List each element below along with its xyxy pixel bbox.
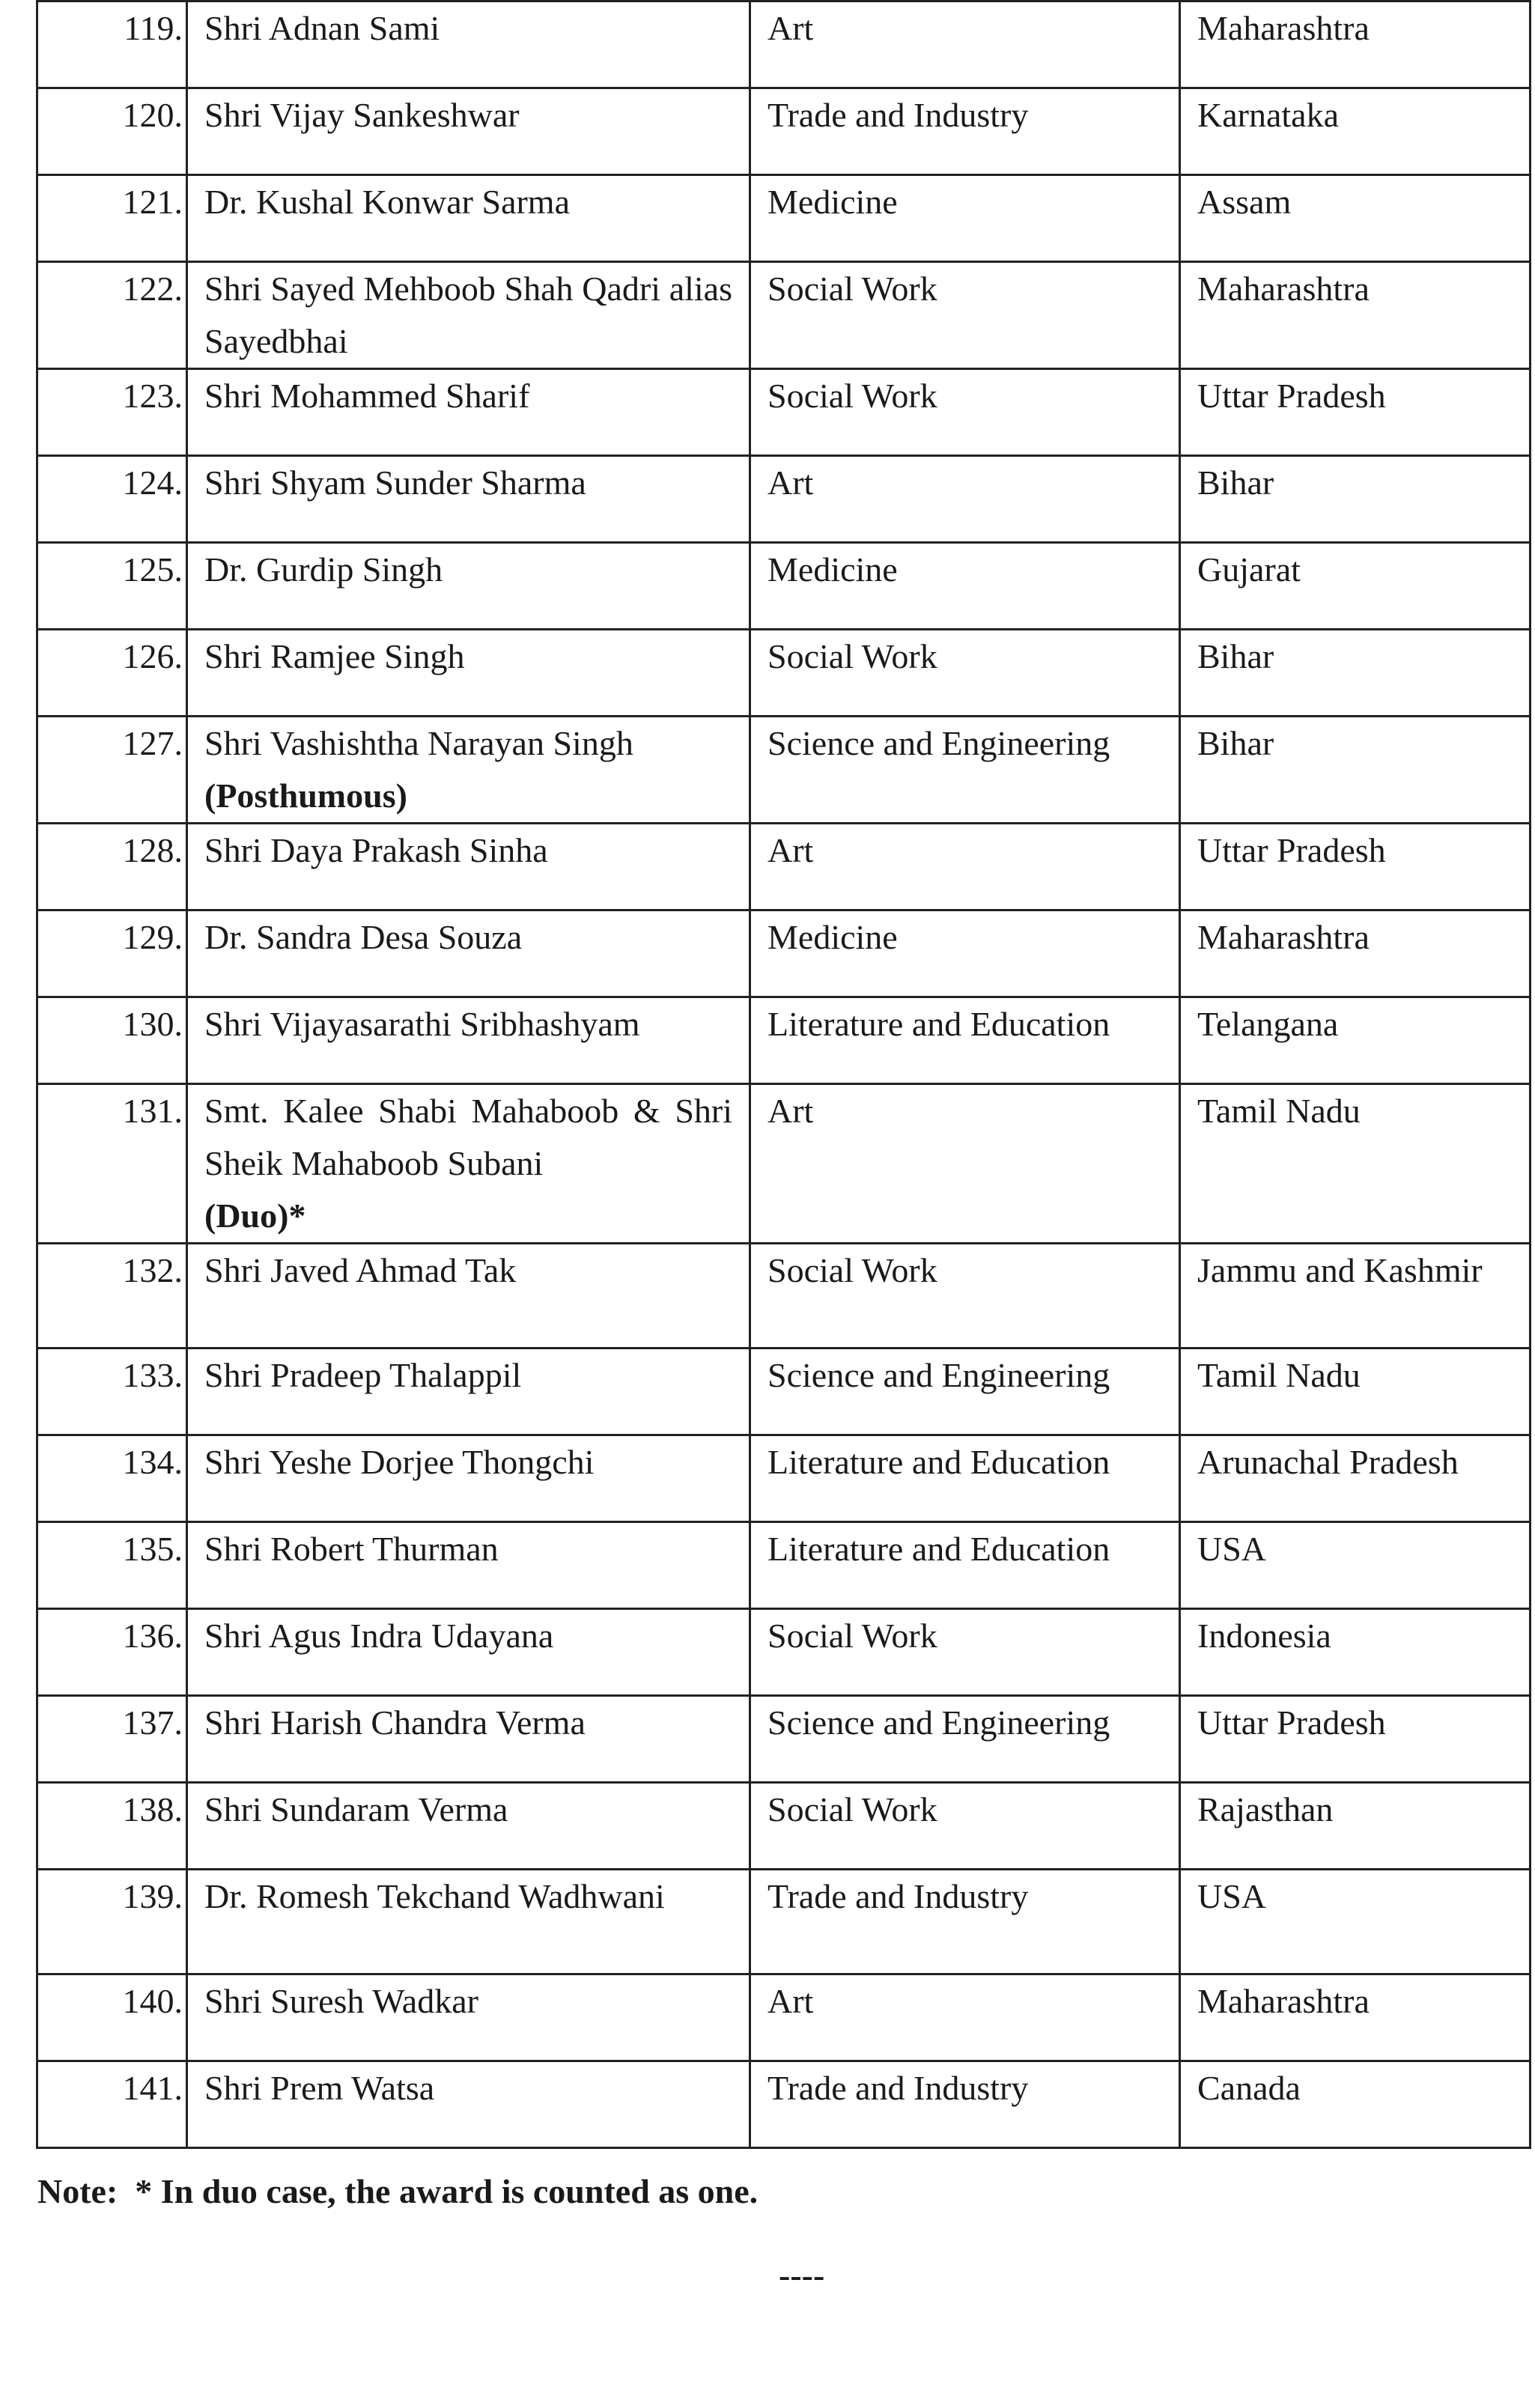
serial-number-text: 124.	[122, 463, 183, 502]
field-cell	[750, 1244, 1180, 1349]
awardee-name-text: Shri Suresh Wadkar	[204, 1982, 478, 2020]
awardee-name-text: Shri Shyam Sunder Sharma	[204, 463, 586, 502]
awardee-name-cell	[187, 369, 750, 456]
field-cell	[750, 543, 1180, 630]
table-row	[37, 1349, 1531, 1435]
state-country-cell	[1180, 1696, 1531, 1783]
table-row	[37, 262, 1531, 369]
table-row	[37, 630, 1531, 717]
serial-number-cell	[37, 175, 187, 262]
table-row	[37, 1084, 1531, 1244]
field-text: Art	[768, 9, 814, 47]
serial-number-text: 137.	[122, 1703, 183, 1742]
state-country-cell	[1180, 630, 1531, 717]
awardee-name-cell	[187, 456, 750, 543]
table-row	[37, 1870, 1531, 1974]
table-row	[37, 717, 1531, 824]
field-text: Trade and Industry	[768, 2069, 1029, 2107]
serial-number-text: 131.	[122, 1092, 183, 1130]
awardee-name-text: Dr. Gurdip Singh	[204, 550, 443, 589]
awardee-name-text: Shri Robert Thurman	[204, 1530, 499, 1568]
state-country-cell	[1180, 1435, 1531, 1522]
state-country-text: Uttar Pradesh	[1197, 377, 1386, 415]
serial-number-text: 123.	[122, 377, 183, 415]
state-country-text: Maharashtra	[1197, 9, 1370, 47]
field-text: Social Work	[768, 637, 937, 675]
awardee-name-text: Dr. Kushal Konwar Sarma	[204, 183, 571, 221]
state-country-cell	[1180, 456, 1531, 543]
field-cell	[750, 262, 1180, 369]
serial-number-text: 122.	[122, 270, 183, 308]
serial-number-cell	[37, 1244, 187, 1349]
field-text: Trade and Industry	[768, 96, 1029, 134]
state-country-cell	[1180, 997, 1531, 1084]
state-country-text: Jammu and Kashmir	[1197, 1251, 1483, 1289]
state-country-cell	[1180, 717, 1531, 824]
state-country-cell	[1180, 910, 1531, 997]
field-text: Medicine	[768, 550, 898, 589]
awardee-name-text: Shri Yeshe Dorjee Thongchi	[204, 1443, 595, 1481]
table-row	[37, 543, 1531, 630]
table-row	[37, 2061, 1531, 2148]
table-row	[37, 456, 1531, 543]
field-text: Trade and Industry	[768, 1877, 1029, 1915]
serial-number-text: 136.	[122, 1617, 183, 1655]
table-row	[37, 997, 1531, 1084]
awardee-name-cell	[187, 543, 750, 630]
awardee-name-text: Shri Adnan Sami	[204, 9, 440, 47]
awardee-name-cell	[187, 1870, 750, 1974]
field-text: Medicine	[768, 183, 898, 221]
serial-number-cell	[37, 1, 187, 88]
awardee-name-cell	[187, 1435, 750, 1522]
awards-table-body	[37, 1, 1531, 2148]
serial-number-cell	[37, 262, 187, 369]
state-country-text: Assam	[1197, 183, 1292, 221]
awardee-name-text: Dr. Sandra Desa Souza	[204, 918, 523, 956]
table-row	[37, 175, 1531, 262]
state-country-text: Bihar	[1197, 724, 1274, 762]
state-country-text: Telangana	[1197, 1005, 1339, 1043]
state-country-cell	[1180, 88, 1531, 175]
serial-number-text: 127.	[122, 724, 183, 762]
table-row	[37, 1696, 1531, 1783]
serial-number-text: 125.	[122, 550, 183, 589]
serial-number-text: 141.	[122, 2069, 183, 2107]
awardee-name-cell	[187, 1783, 750, 1870]
state-country-text: Bihar	[1197, 637, 1274, 675]
serial-number-text: 133.	[122, 1356, 183, 1394]
field-text: Literature and Education	[768, 1530, 1110, 1568]
table-row	[37, 824, 1531, 910]
field-text: Art	[768, 1982, 814, 2020]
serial-number-cell	[37, 1609, 187, 1696]
field-cell	[750, 1349, 1180, 1435]
state-country-text: USA	[1197, 1877, 1267, 1915]
field-cell	[750, 1783, 1180, 1870]
field-text: Social Work	[768, 270, 937, 308]
state-country-text: Indonesia	[1197, 1617, 1331, 1655]
awardee-name-cell	[187, 1084, 750, 1244]
table-row	[37, 1974, 1531, 2061]
state-country-cell	[1180, 1349, 1531, 1435]
serial-number-text: 140.	[122, 1982, 183, 2020]
field-text: Science and Engineering	[768, 1703, 1110, 1742]
table-row	[37, 88, 1531, 175]
awardee-name-cell	[187, 997, 750, 1084]
awardee-name-text: Shri Sayed Mehboob Shah Qadri alias Sayedbhai	[204, 270, 732, 360]
awardee-name-cell	[187, 1244, 750, 1349]
serial-number-text: 130.	[122, 1005, 183, 1043]
awardee-name-cell	[187, 262, 750, 369]
state-country-cell	[1180, 2061, 1531, 2148]
awardee-qualifier: (Posthumous)	[204, 776, 407, 815]
footnote: Note: * In duo case, the award is counted as one.	[37, 2172, 759, 2210]
awardee-qualifier: (Duo)*	[204, 1197, 306, 1235]
serial-number-cell	[37, 2061, 187, 2148]
state-country-cell	[1180, 1, 1531, 88]
serial-number-cell	[37, 1783, 187, 1870]
serial-number-cell	[37, 543, 187, 630]
awardee-name-cell	[187, 910, 750, 997]
state-country-cell	[1180, 1522, 1531, 1609]
serial-number-text: 121.	[122, 183, 183, 221]
field-cell	[750, 1609, 1180, 1696]
serial-number-text: 126.	[122, 637, 183, 675]
table-row	[37, 1, 1531, 88]
awardee-name-text: Shri Harish Chandra Verma	[204, 1703, 586, 1742]
awards-table	[36, 0, 1531, 2149]
awardee-name-text: Dr. Romesh Tekchand Wadhwani	[204, 1877, 665, 1915]
field-cell	[750, 1435, 1180, 1522]
serial-number-cell	[37, 1522, 187, 1609]
state-country-text: Rajasthan	[1197, 1790, 1334, 1828]
awardee-name-cell	[187, 1349, 750, 1435]
field-text: Medicine	[768, 918, 898, 956]
field-text: Art	[768, 1092, 814, 1130]
awardee-name-text: Shri Pradeep Thalappil	[204, 1356, 522, 1394]
state-country-cell	[1180, 1783, 1531, 1870]
field-cell	[750, 1522, 1180, 1609]
state-country-text: Arunachal Pradesh	[1197, 1443, 1459, 1481]
serial-number-cell	[37, 1084, 187, 1244]
awardee-name-cell	[187, 1696, 750, 1783]
serial-number-cell	[37, 717, 187, 824]
field-cell	[750, 630, 1180, 717]
serial-number-cell	[37, 997, 187, 1084]
serial-number-cell	[37, 630, 187, 717]
awardee-name-text: Shri Daya Prakash Sinha	[204, 831, 548, 869]
state-country-cell	[1180, 1974, 1531, 2061]
awardee-name-cell	[187, 88, 750, 175]
field-cell	[750, 2061, 1180, 2148]
field-cell	[750, 1870, 1180, 1974]
serial-number-text: 135.	[122, 1530, 183, 1568]
awardee-name-cell	[187, 717, 750, 824]
awardee-name-text: Shri Agus Indra Udayana	[204, 1617, 554, 1655]
awardee-name-text: Shri Vijayasarathi Sribhashyam	[204, 1005, 640, 1043]
field-cell	[750, 717, 1180, 824]
serial-number-cell	[37, 1974, 187, 2061]
serial-number-cell	[37, 369, 187, 456]
state-country-text: Maharashtra	[1197, 270, 1370, 308]
table-row	[37, 1783, 1531, 1870]
serial-number-cell	[37, 1349, 187, 1435]
field-cell	[750, 456, 1180, 543]
awardee-name-cell	[187, 824, 750, 910]
state-country-text: USA	[1197, 1530, 1267, 1568]
field-text: Social Work	[768, 1251, 937, 1289]
serial-number-cell	[37, 824, 187, 910]
serial-number-text: 134.	[122, 1443, 183, 1481]
field-text: Literature and Education	[768, 1005, 1110, 1043]
state-country-text: Tamil Nadu	[1197, 1356, 1361, 1394]
awardee-name-cell	[187, 2061, 750, 2148]
state-country-text: Tamil Nadu	[1197, 1092, 1361, 1130]
awardee-name-cell	[187, 1609, 750, 1696]
field-cell	[750, 1696, 1180, 1783]
awardee-name-text: Shri Prem Watsa	[204, 2069, 435, 2107]
awardee-name-text: Shri Vashishtha Narayan Singh	[204, 724, 633, 762]
awardee-name-text: Shri Vijay Sankeshwar	[204, 96, 520, 134]
state-country-cell	[1180, 262, 1531, 369]
state-country-text: Maharashtra	[1197, 1982, 1370, 2020]
awardee-name-cell	[187, 630, 750, 717]
awardee-name-cell	[187, 175, 750, 262]
state-country-text: Gujarat	[1197, 550, 1301, 589]
state-country-text: Uttar Pradesh	[1197, 831, 1386, 869]
field-text: Social Work	[768, 1790, 937, 1828]
serial-number-text: 138.	[122, 1790, 183, 1828]
serial-number-cell	[37, 1435, 187, 1522]
awardee-name-cell	[187, 1, 750, 88]
field-cell	[750, 1, 1180, 88]
awardee-name-text: Shri Ramjee Singh	[204, 637, 465, 675]
serial-number-text: 120.	[122, 96, 183, 134]
awardee-name-cell	[187, 1974, 750, 2061]
table-row	[37, 1609, 1531, 1696]
state-country-text: Maharashtra	[1197, 918, 1370, 956]
awardee-name-text: Shri Sundaram Verma	[204, 1790, 508, 1828]
serial-number-cell	[37, 1696, 187, 1783]
field-text: Science and Engineering	[768, 724, 1110, 762]
serial-number-text: 129.	[122, 918, 183, 956]
state-country-text: Bihar	[1197, 463, 1274, 502]
field-text: Science and Engineering	[768, 1356, 1110, 1394]
awardee-name-text: Shri Javed Ahmad Tak	[204, 1251, 517, 1289]
serial-number-cell	[37, 1870, 187, 1974]
serial-number-text: 119.	[124, 9, 183, 47]
field-cell	[750, 88, 1180, 175]
awardee-name-text: Smt. Kalee Shabi Mahaboob & Shri Sheik Mahaboob Subani	[204, 1092, 732, 1182]
serial-number-cell	[37, 910, 187, 997]
state-country-cell	[1180, 1870, 1531, 1974]
field-text: Art	[768, 831, 814, 869]
state-country-cell	[1180, 543, 1531, 630]
state-country-cell	[1180, 824, 1531, 910]
field-text: Social Work	[768, 377, 937, 415]
table-row	[37, 910, 1531, 997]
state-country-cell	[1180, 1244, 1531, 1349]
state-country-text: Karnataka	[1197, 96, 1339, 134]
state-country-cell	[1180, 175, 1531, 262]
state-country-text: Uttar Pradesh	[1197, 1703, 1386, 1742]
table-row	[37, 1522, 1531, 1609]
state-country-cell	[1180, 1609, 1531, 1696]
field-cell	[750, 824, 1180, 910]
state-country-text: Canada	[1197, 2069, 1301, 2107]
field-text: Social Work	[768, 1617, 937, 1655]
serial-number-text: 139.	[122, 1877, 183, 1915]
field-text: Literature and Education	[768, 1443, 1110, 1481]
field-cell	[750, 369, 1180, 456]
field-cell	[750, 910, 1180, 997]
serial-number-text: 128.	[122, 831, 183, 869]
state-country-cell	[1180, 1084, 1531, 1244]
serial-number-cell	[37, 88, 187, 175]
table-row	[37, 1244, 1531, 1349]
table-row	[37, 369, 1531, 456]
field-cell	[750, 175, 1180, 262]
awardee-name-text: Shri Mohammed Sharif	[204, 377, 530, 415]
state-country-cell	[1180, 369, 1531, 456]
field-text: Art	[768, 463, 814, 502]
end-of-document-mark: ----	[779, 2256, 825, 2294]
field-cell	[750, 997, 1180, 1084]
serial-number-text: 132.	[122, 1251, 183, 1289]
table-row	[37, 1435, 1531, 1522]
serial-number-cell	[37, 456, 187, 543]
field-cell	[750, 1084, 1180, 1244]
awardee-name-cell	[187, 1522, 750, 1609]
field-cell	[750, 1974, 1180, 2061]
